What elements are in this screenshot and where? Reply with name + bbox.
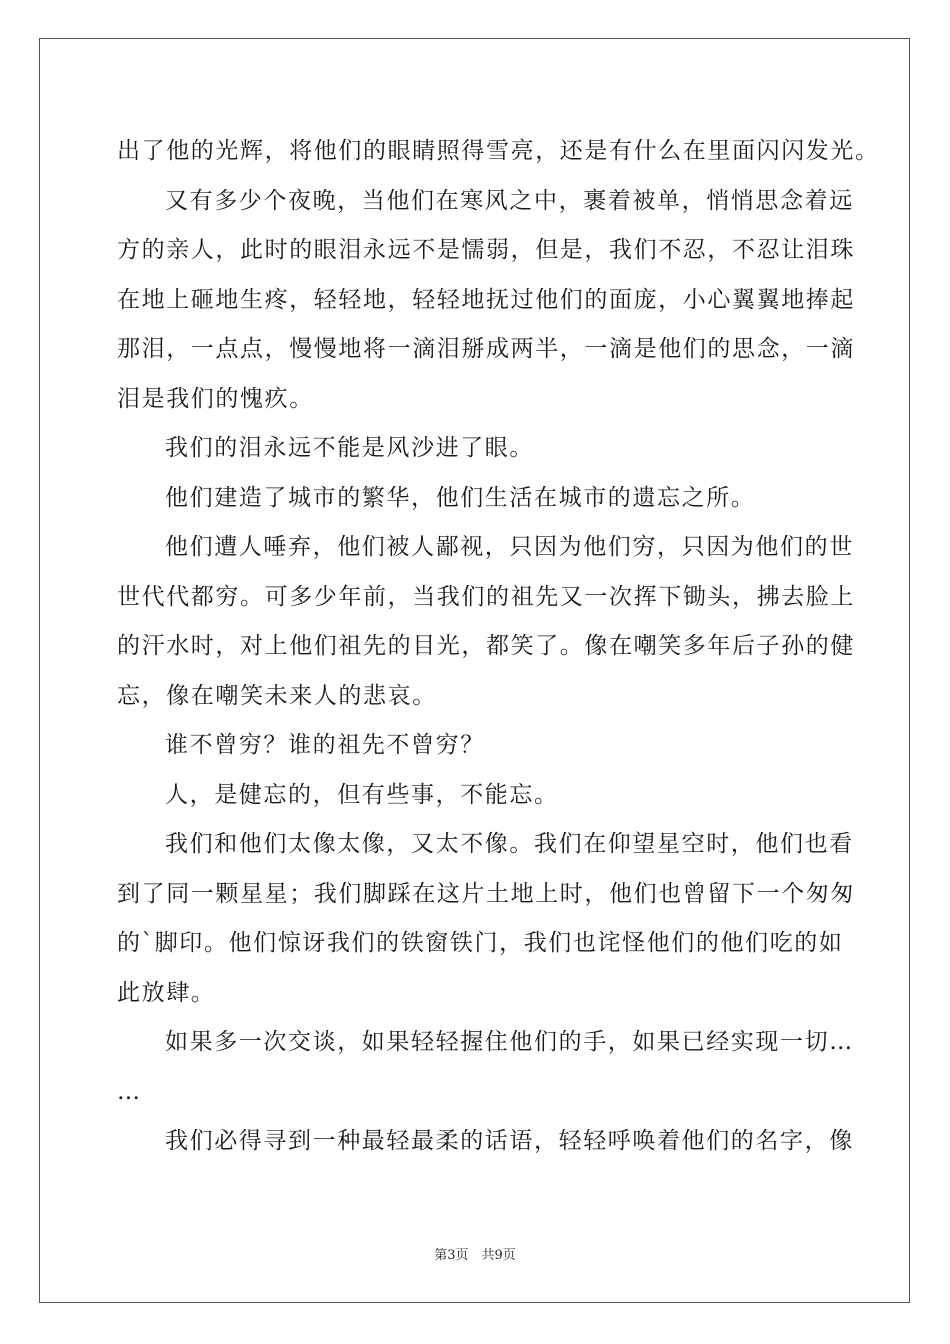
text-line: 那泪，一点点，慢慢地将一滴泪掰成两半，一滴是他们的思念，一滴 (117, 336, 855, 362)
text-line: 如果多一次交谈，如果轻轻握住他们的手，如果已经实现一切… (165, 1029, 854, 1055)
text-line: 我们的泪永远不能是风沙进了眼。 (165, 435, 534, 461)
text-line: 泪是我们的愧疚。 (117, 385, 314, 412)
document-body (117, 127, 880, 1167)
text-line: 人，是健忘的，但有些事，不能忘。 (165, 781, 559, 808)
text-line: 他们遭人唾弃，他们被人鄙视，只因为他们穷，只因为他们的世 (165, 534, 854, 560)
page-number-footer: 第3页 共9页 (434, 1248, 516, 1263)
text-line: 他们建造了城市的繁华，他们生活在城市的遗忘之所。 (165, 484, 756, 511)
text-line: 谁不曾穷？谁的祖先不曾穷？ (165, 732, 485, 758)
text-line: 世代代都穷。可多少年前，当我们的祖先又一次挥下锄头，拂去脸上 (117, 583, 855, 610)
text-line: 我们必得寻到一种最轻最柔的话语，轻轻呼唤着他们的名字，像 (165, 1128, 854, 1154)
text-line: … (117, 1078, 142, 1105)
text-line: 的汗水时，对上他们祖先的目光，都笑了。像在嘲笑多年后子孙的健 (117, 633, 855, 659)
text-line: 到了同一颗星星；我们脚踩在这片土地上时，他们也曾留下一个匆匆 (117, 880, 855, 907)
text-line: 在地上砸地生疼，轻轻地，轻轻地抚过他们的面庞，小心翼翼地捧起 (117, 286, 855, 313)
text-line: 忘，像在嘲笑未来人的悲哀。 (117, 682, 437, 709)
text-line: 我们和他们太像太像，又太不像。我们在仰望星空时，他们也看 (165, 831, 854, 857)
text-line: 又有多少个夜晚，当他们在寒风之中，裹着被单，悄悄思念着远 (165, 187, 854, 214)
text-line: 方的亲人，此时的眼泪永远不是懦弱，但是，我们不忍，不忍让泪珠 (117, 237, 855, 263)
text-line: 的`脚印。他们惊讶我们的铁窗铁门，我们也诧怪他们的他们吃的如 (117, 930, 844, 956)
text-line: 出了他的光辉，将他们的眼睛照得雪亮，还是有什么在里面闪闪发光。 (117, 138, 880, 164)
text-line: 此放肆。 (117, 979, 216, 1006)
